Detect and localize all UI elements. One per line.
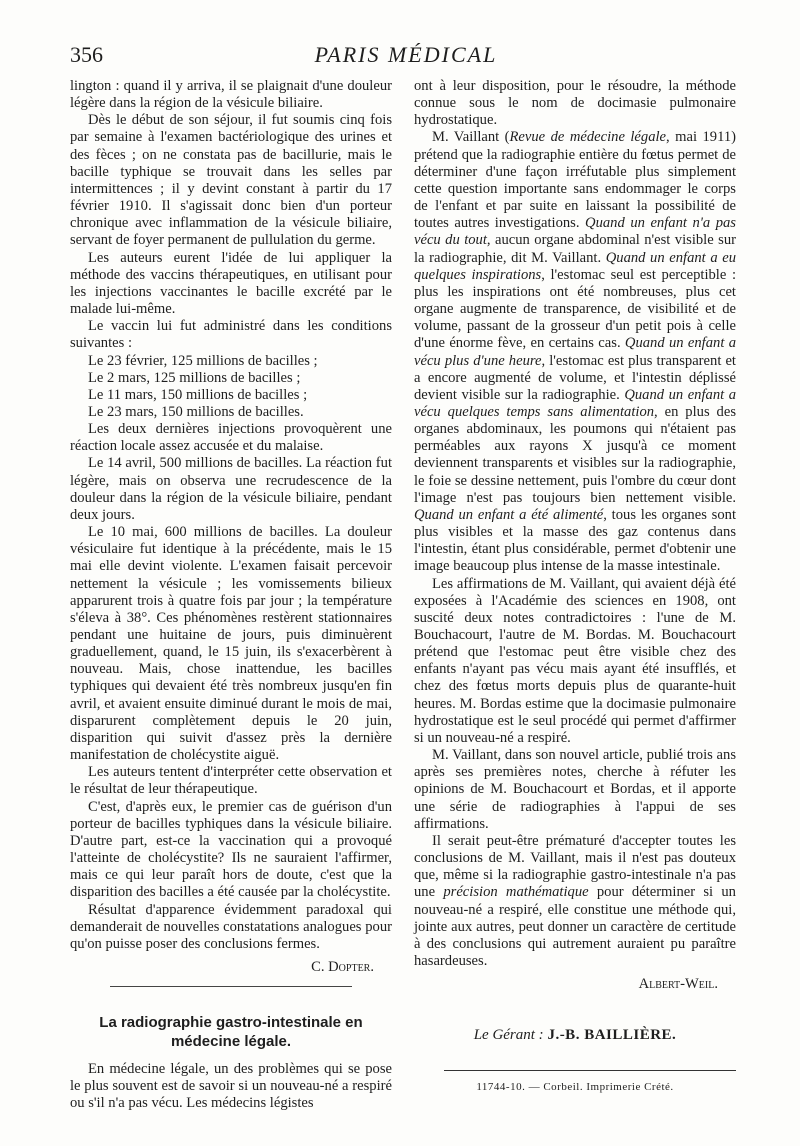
section-divider — [110, 986, 352, 987]
paragraph: Le 10 mai, 600 millions de bacilles. La douleur vésiculaire fut identique à la précédente, mais le 15 mai elle devint violente. L'examen faisait percevoir nettement la vésicule ; les vomissements bilieux apparurent trois à quatre fois par jour ; la température s'éleva à 38°. Ces phénomènes restèrent stationnaires pendant une huitaine de jours, puis diminuèrent graduellement, quand, le 15 juin, ils s'exacerbèrent à nouveau. Mais, chose inattendue, les bacilles typhiques qui devaient été très nombreux jusqu'en fin avril, et avaient ensuite diminué durant le mois de mai, disparurent complètement depuis le 20 juin, disparition qui suivit d'assez près la dernière manifestation de cholécystite aiguë. — [70, 524, 392, 764]
gerant-label: Le Gérant : — [473, 1027, 544, 1044]
list-item: Le 2 mars, 125 millions de bacilles ; — [88, 369, 301, 386]
footer-rule — [444, 1070, 736, 1071]
text-run: , l'estomac seul est perceptible : plus les inspirations ont été nombreuses, plus cet organe augmente de transparence, de visibilité et de volume, passant de la grosseur d'un petit pois à celle d'une énorme fève, en certains cas. — [414, 266, 737, 352]
paragraph: Le vaccin lui fut administré dans les conditions suivantes : — [70, 318, 392, 352]
emphasis: Quand un enfant a vécu plus d'une heure — [414, 335, 736, 369]
right-column — [414, 78, 736, 1097]
left-column — [70, 78, 392, 1113]
paragraph: Le 14 avril, 500 millions de bacilles. La réaction fut légère, mais on observa une recrudescence de la douleur dans la région de la vésicule biliaire, pendant deux jours. — [70, 455, 392, 523]
author-signature: C. Dopter. — [311, 958, 374, 975]
emphasis: précision mathématique — [443, 884, 589, 901]
paragraph: Résultat d'apparence évidemment paradoxal qui demanderait de nouvelles constatations analogues pour qu'on puisse poser des conclusions fermes. — [70, 901, 392, 952]
text-run: , tous les organes sont plus visibles et la masse des gaz contenus dans l'intestin, étant plus considérable, permet d'obtenir une image beaucoup plus intense de la masse intestinale. — [414, 506, 736, 575]
paragraph: M. Vaillant, dans son nouvel article, publié trois ans après ses premières notes, cherche à réfuter les opinions de M. Bouchacourt et Bordas, et il apporte une série de radiographies à l'appui de ses affirmations. — [414, 747, 736, 832]
text-run: , mai 1911) prétend que la radiographie entière du fœtus permet de déterminer d'une façon irréfutable plus simplement cette question importante sans endommager le corps de l'enfant et par suite en laissant la possibilité de toutes autres investigations. — [414, 129, 736, 232]
paragraph: Les auteurs tentent d'interpréter cette observation et le résultat de leur thérapeutique. — [70, 764, 392, 798]
text-run: pour déterminer si un nouveau-né a respiré, elle constitue une méthode qui, jointe aux autres, peut donner un caractère de certitude à des conclusions qui autrement auraient pu paraître hasardeuses. — [414, 884, 736, 969]
text-run: , l'estomac est plus transparent et a encore augmenté de volume, et l'intestin déplissé devient visible sur la radiographie. — [414, 352, 736, 403]
running-title: PARIS MÉDICAL — [314, 42, 498, 67]
author-signature: Albert-Weil. — [638, 976, 718, 993]
paragraph — [414, 833, 736, 970]
text-run: M. Vaillant ( — [432, 129, 510, 146]
emphasis: Quand un enfant a vécu quelques temps sans alimentation — [414, 386, 737, 420]
page-number: 356 — [70, 42, 103, 67]
section-title: La radiographie gastro-intestinale en médecine légale. — [99, 1014, 363, 1051]
emphasis: Quand un enfant a été alimenté — [414, 506, 604, 523]
printer-imprint: 11744-10. — Corbeil. Imprimerie Crété. — [476, 1081, 674, 1094]
paragraph — [414, 129, 736, 575]
gerant-line — [414, 1027, 736, 1044]
emphasis: Quand un enfant n'a pas vécu du tout — [414, 215, 736, 249]
list-item: Le 23 février, 125 millions de bacilles ; — [88, 352, 318, 369]
paragraph: Les auteurs eurent l'idée de lui appliquer la méthode des vaccins thérapeutiques, en utilisant pour les injections vaccinantes le bacille excrété par le malade lui-même. — [70, 249, 392, 318]
emphasis: Quand un enfant a eu quelques inspirations — [414, 249, 736, 283]
paragraph: Les affirmations de M. Vaillant, qui avaient déjà été exposées à l'Académie des sciences en 1908, ont suscité deux notes contradictoires : l'une de M. Bouchacourt, l'autre de M. Bordas. M. Bouchacourt prétend que l'estomac peut être visible chez des enfants n'ayant pas vécu mais ayant été insufflés, et chez des fœtus morts depuis plus de quarante-huit heures. M. Bordas estime que la docimasie pulmonaire hydrostatique est le seul procédé qui permet d'affirmer si un nouveau-né a respiré. — [414, 575, 736, 746]
paragraph: En médecine légale, un des problèmes qui se pose le plus souvent est de savoir si un nouveau-né a respiré ou s'il n'a pas vécu. Les médecins légistes — [70, 1061, 392, 1112]
journal-citation: Revue de médecine légale — [509, 129, 667, 146]
text-run: , aucun organe abdominal n'est visible sur la radiographie, dit M. Vaillant. — [414, 232, 736, 266]
paragraph: lington : quand il y arriva, il se plaignait d'une douleur légère dans la région de la vésicule biliaire. — [70, 78, 392, 112]
paragraph: ont à leur disposition, pour le résoudre, la méthode connue sous le nom de docimasie pulmonaire hydrostatique. — [414, 78, 736, 129]
page-header — [70, 42, 742, 76]
text-run: Il serait peut-être prématuré d'accepter toutes les conclusions de M. Vaillant, mais il n'est pas douteux que, même si la radiographie gastro-intestinale n'a pas une — [414, 832, 736, 901]
list-item: Le 11 mars, 150 millions de bacilles ; — [88, 386, 308, 403]
gerant-name: J.-B. BAILLIÈRE. — [547, 1027, 677, 1044]
list-item: Le 23 mars, 150 millions de bacilles. — [88, 403, 304, 420]
paragraph: Les deux dernières injections provoquèrent une réaction locale assez accusée et du malaise. — [70, 421, 392, 455]
paragraph: C'est, d'après eux, le premier cas de guérison d'un porteur de bacilles typhiques dans la vésicule biliaire. D'autre part, est-ce la vaccination qui a provoqué l'atteinte de cholécystite? Ils ne sauraient l'affirmer, mais ce qui leur paraît hors de doute, c'est que la disparition des bacilles a été causée par la cholécystite. — [70, 798, 392, 901]
text-run: , en plus des organes abdominaux, les poumons qui n'étaient pas perméables aux rayons X jusqu'à ce moment deviennent transparents et visibles sur la radiographie, le foie se dessine nettement, puis l'ombre du cœur dont l'image n'est pas toujours bien nettement visible. — [414, 403, 736, 506]
paragraph: Dès le début de son séjour, il fut soumis cinq fois par semaine à l'examen bactériologique des urines et des fèces ; on ne constata pas de bacillurie, mais le bacille typhique se trouvait dans les selles par intermittences ; il y devint constant à partir du 17 février 1910. Il s'agissait donc bien d'un porteur chronique avec inflammation de la vésicule biliaire, servant de foyer permanent de pullulation du germe. — [70, 112, 392, 249]
